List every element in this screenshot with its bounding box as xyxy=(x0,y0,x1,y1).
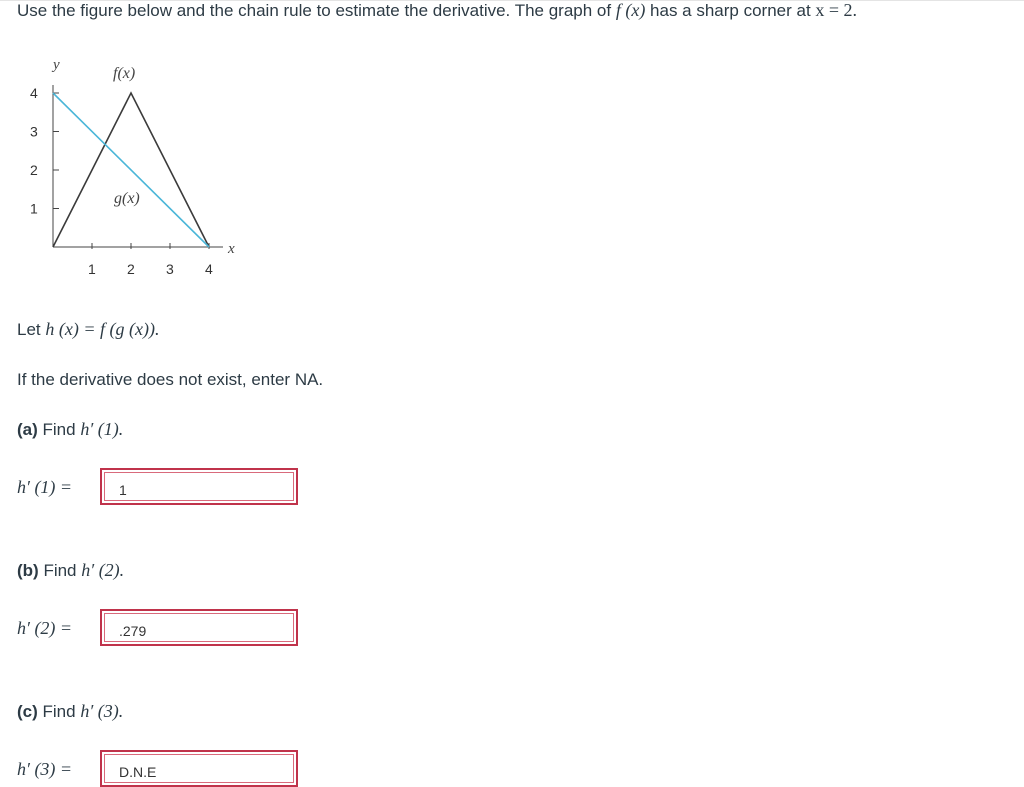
part-c-question xyxy=(17,701,123,722)
intro-middle-text: has a sharp corner at xyxy=(645,1,816,20)
dne-instruction: If the derivative does not exist, enter NA. xyxy=(17,370,324,389)
f-curve-label: f(x) xyxy=(113,65,136,82)
part-a-expr: h′ (1). xyxy=(80,419,124,439)
problem-statement xyxy=(17,0,857,21)
part-a-answer-field[interactable] xyxy=(100,468,298,505)
part-c-expr: h′ (3). xyxy=(80,701,124,721)
intro-fx: f (x) xyxy=(615,0,646,20)
y-tick-label: 3 xyxy=(30,123,38,140)
intro-text: Use the figure below and the chain rule to estimate the derivative. The graph of xyxy=(17,1,616,20)
part-b-text: Find xyxy=(38,561,82,580)
part-a-answer-label: h′ (1) = xyxy=(17,477,73,497)
let-text: Let xyxy=(17,320,46,339)
function-graph xyxy=(0,40,260,280)
part-c-marker: (c) xyxy=(17,702,38,721)
part-a-question xyxy=(17,419,123,440)
y-tick-label: 1 xyxy=(30,200,38,217)
y-tick-label: 2 xyxy=(30,162,38,178)
graph-series xyxy=(53,93,209,247)
intro-corner-eq: x = 2. xyxy=(815,0,858,20)
x-axis-label: x xyxy=(228,241,235,257)
part-a-text: Find xyxy=(37,420,81,439)
part-b-question xyxy=(17,560,124,581)
part-c-answer-field[interactable] xyxy=(100,750,298,787)
part-a-marker: (a) xyxy=(17,420,38,439)
g-curve xyxy=(53,93,209,247)
h-definition: h (x) = f (g (x)). xyxy=(45,319,160,339)
part-b-answer-label: h′ (2) = xyxy=(17,618,73,638)
y-tick-label: 4 xyxy=(30,85,38,101)
part-b-expr: h′ (2). xyxy=(81,560,125,580)
part-c-text: Find xyxy=(37,702,81,721)
x-tick-label: 4 xyxy=(205,261,213,277)
x-tick-label: 2 xyxy=(127,261,135,277)
part-b-answer-field[interactable] xyxy=(100,609,298,646)
x-tick-label: 1 xyxy=(88,261,96,277)
part-b-marker: (b) xyxy=(17,561,39,580)
part-c-answer-label: h′ (3) = xyxy=(17,759,73,779)
definition-line xyxy=(17,319,159,340)
x-tick-label: 3 xyxy=(166,261,174,277)
graph-ticks xyxy=(30,85,213,277)
part-c-answer-value[interactable]: D.N.E xyxy=(104,754,294,783)
y-axis-label: y xyxy=(53,57,60,73)
part-a-answer-value[interactable]: 1 xyxy=(104,472,294,501)
g-curve-label: g(x) xyxy=(114,190,140,207)
part-b-answer-value[interactable]: .279 xyxy=(104,613,294,642)
